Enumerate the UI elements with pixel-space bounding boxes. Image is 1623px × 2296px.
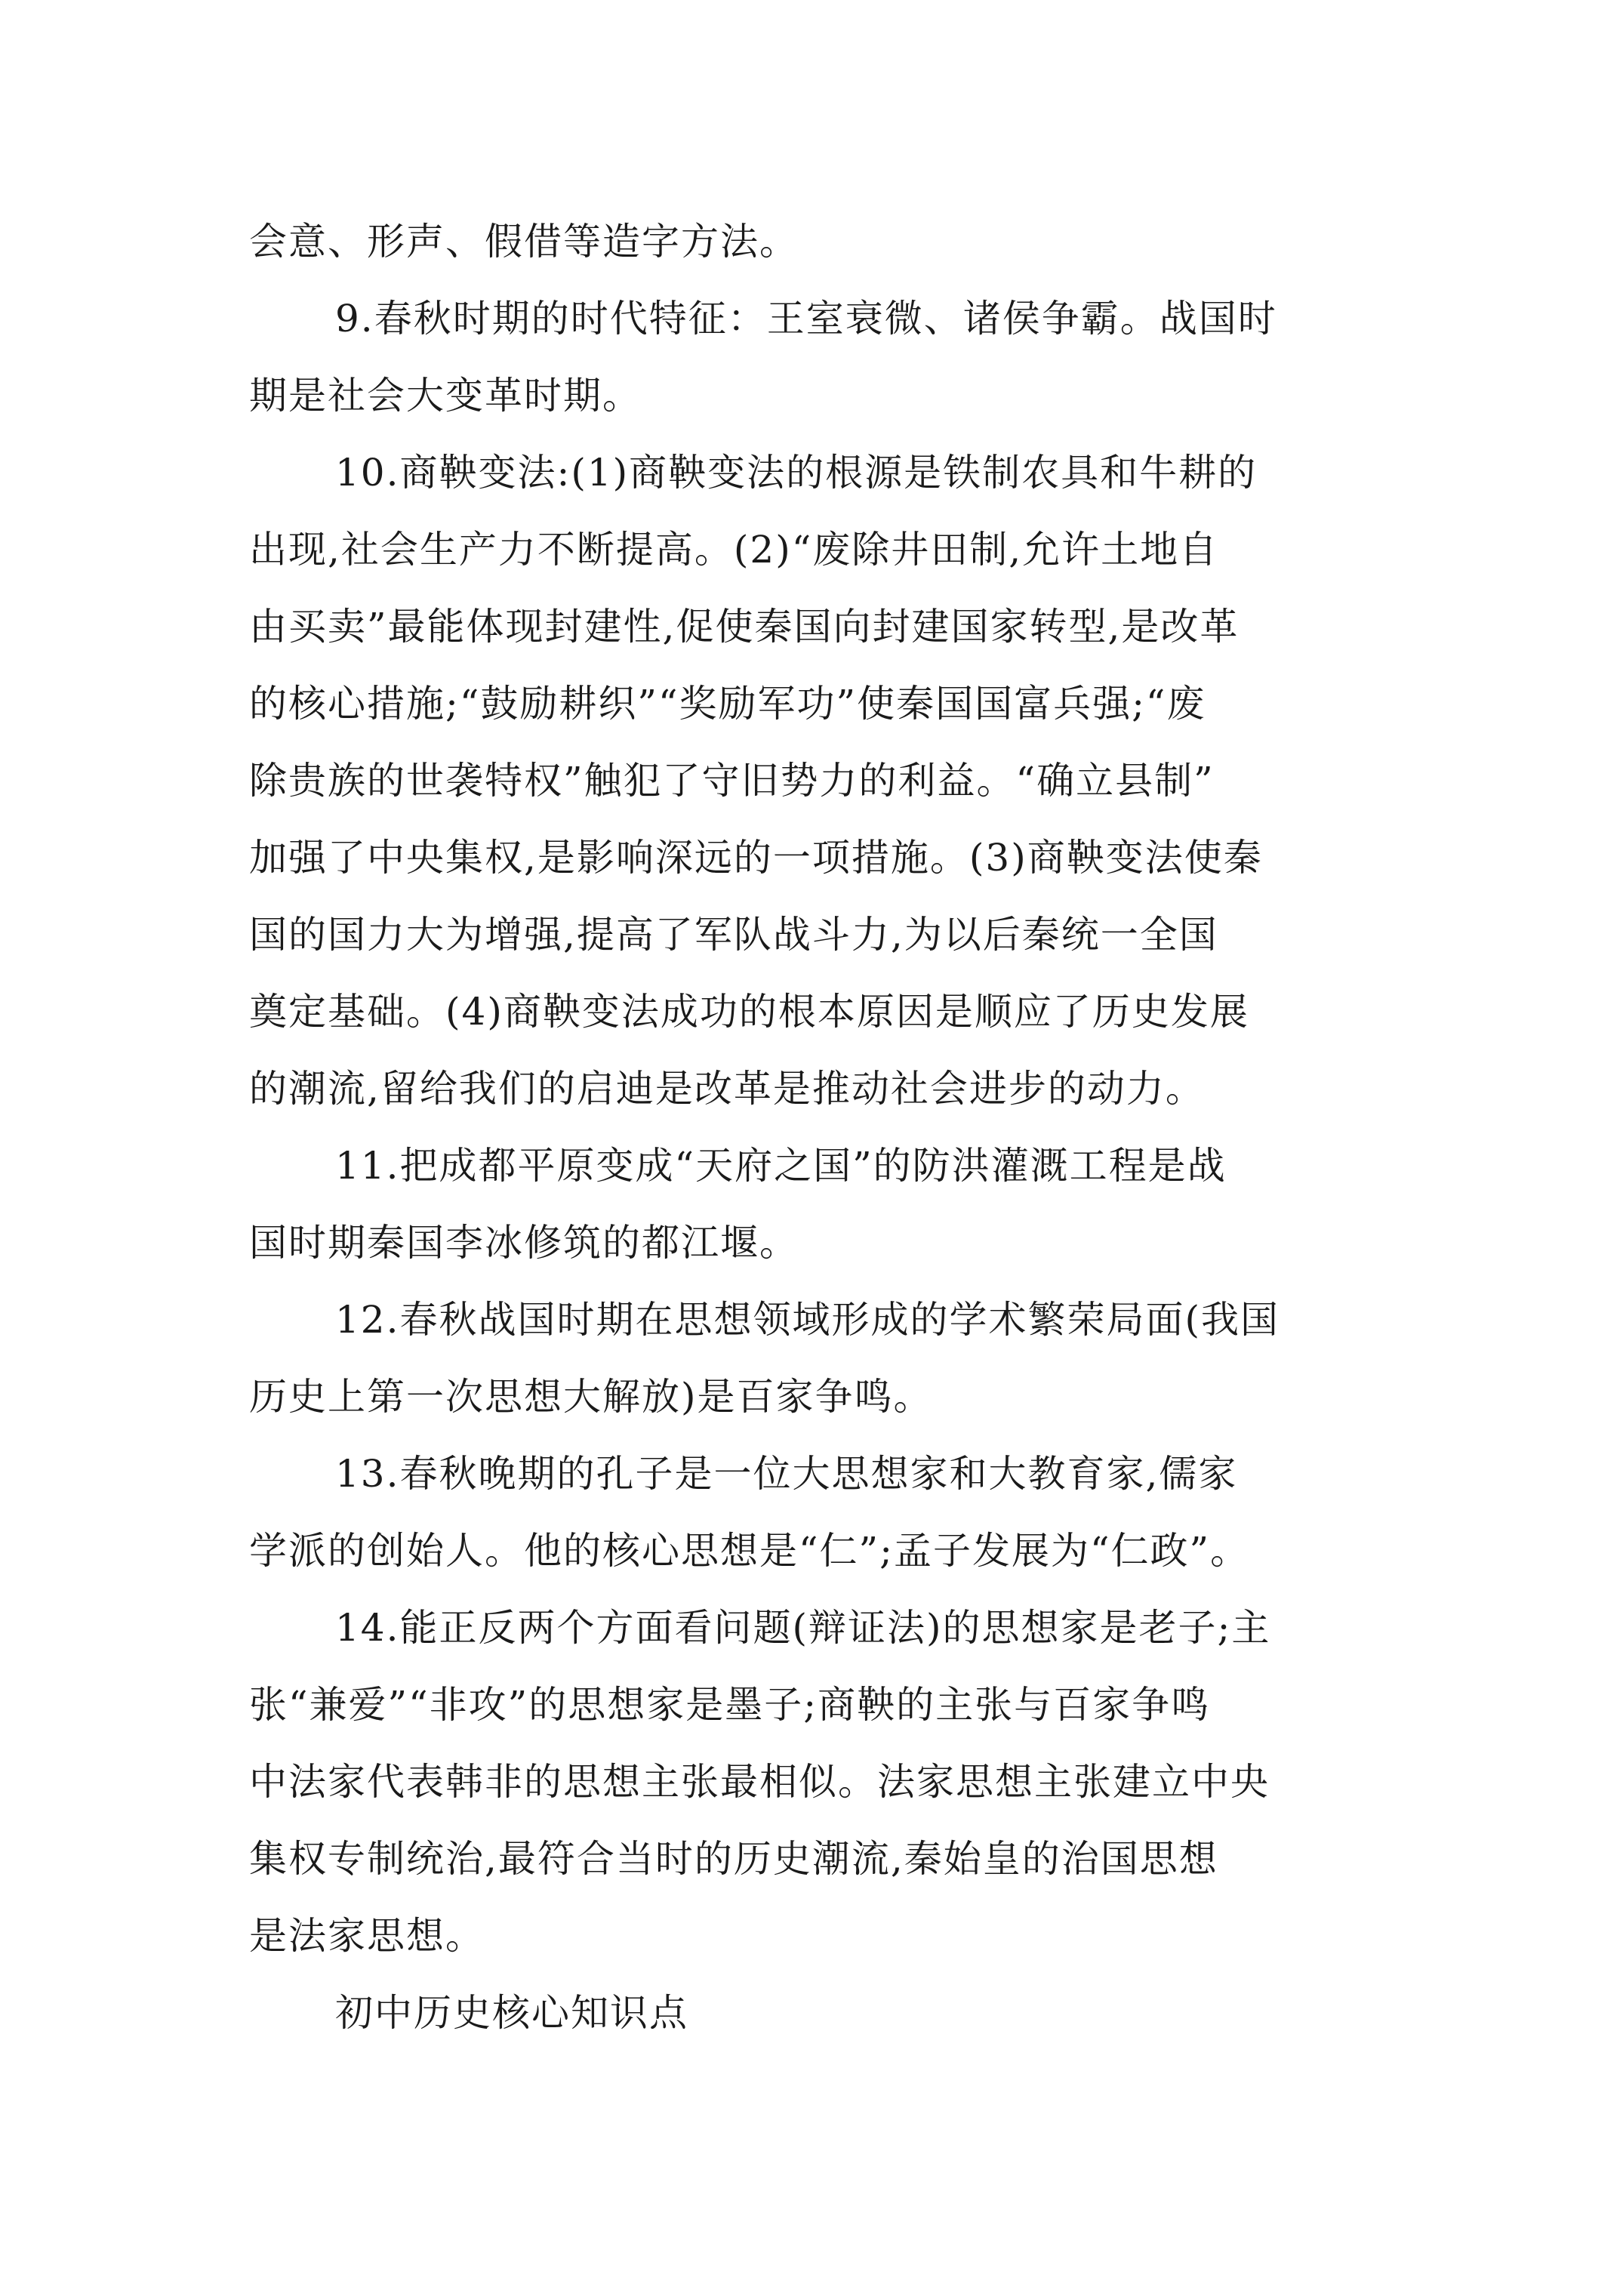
text-line: 国的国力大为增强,提高了军队战斗力,为以后秦统一全国 bbox=[249, 913, 1218, 957]
section-heading: 初中历史核心知识点 bbox=[335, 1991, 688, 2035]
text-line: 11.把成都平原变成“天府之国”的防洪灌溉工程是战 bbox=[335, 1144, 1227, 1188]
text-line: 张“兼爱”“非攻”的思想家是墨子;商鞅的主张与百家争鸣 bbox=[249, 1683, 1211, 1727]
text-line: 10.商鞅变法:(1)商鞅变法的根源是铁制农具和牛耕的 bbox=[335, 451, 1258, 495]
text-line: 除贵族的世袭特权”触犯了守旧势力的利益。“确立县制” bbox=[249, 759, 1215, 803]
text-line: 由买卖”最能体现封建性,促使秦国向封建国家转型,是改革 bbox=[249, 605, 1240, 649]
text-line: 14.能正反两个方面看问题(辩证法)的思想家是老子;主 bbox=[335, 1606, 1271, 1650]
text-line: 加强了中央集权,是影响深远的一项措施。(3)商鞅变法使秦 bbox=[249, 836, 1263, 880]
text-line: 会意、形声、假借等造字方法。 bbox=[249, 220, 799, 264]
text-line: 集权专制统治,最符合当时的历史潮流,秦始皇的治国思想 bbox=[249, 1837, 1218, 1881]
text-line: 的核心措施;“鼓励耕织”“奖励军功”使秦国国富兵强;“废 bbox=[249, 682, 1206, 726]
text-line: 出现,社会生产力不断提高。(2)“废除井田制,允许土地自 bbox=[249, 528, 1219, 572]
text-line: 的潮流,留给我们的启迪是改革是推动社会进步的动力。 bbox=[249, 1067, 1205, 1111]
text-line: 12.春秋战国时期在思想领域形成的学术繁荣局面(我国 bbox=[335, 1298, 1280, 1342]
text-line: 是法家思想。 bbox=[249, 1914, 485, 1958]
text-line: 中法家代表韩非的思想主张最相似。法家思想主张建立中央 bbox=[249, 1760, 1270, 1804]
text-line: 学派的创始人。他的核心思想是“仁”;孟子发展为“仁政”。 bbox=[249, 1529, 1250, 1573]
text-line: 9.春秋时期的时代特征：王室衰微、诸侯争霸。战国时 bbox=[335, 297, 1277, 341]
text-line: 历史上第一次思想大解放)是百家争鸣。 bbox=[249, 1375, 933, 1419]
text-line: 国时期秦国李冰修筑的都江堰。 bbox=[249, 1221, 799, 1265]
text-line: 奠定基础。(4)商鞅变法成功的根本原因是顺应了历史发展 bbox=[249, 990, 1249, 1034]
text-line: 13.春秋晚期的孔子是一位大思想家和大教育家,儒家 bbox=[335, 1452, 1238, 1496]
text-line: 期是社会大变革时期。 bbox=[249, 374, 642, 418]
